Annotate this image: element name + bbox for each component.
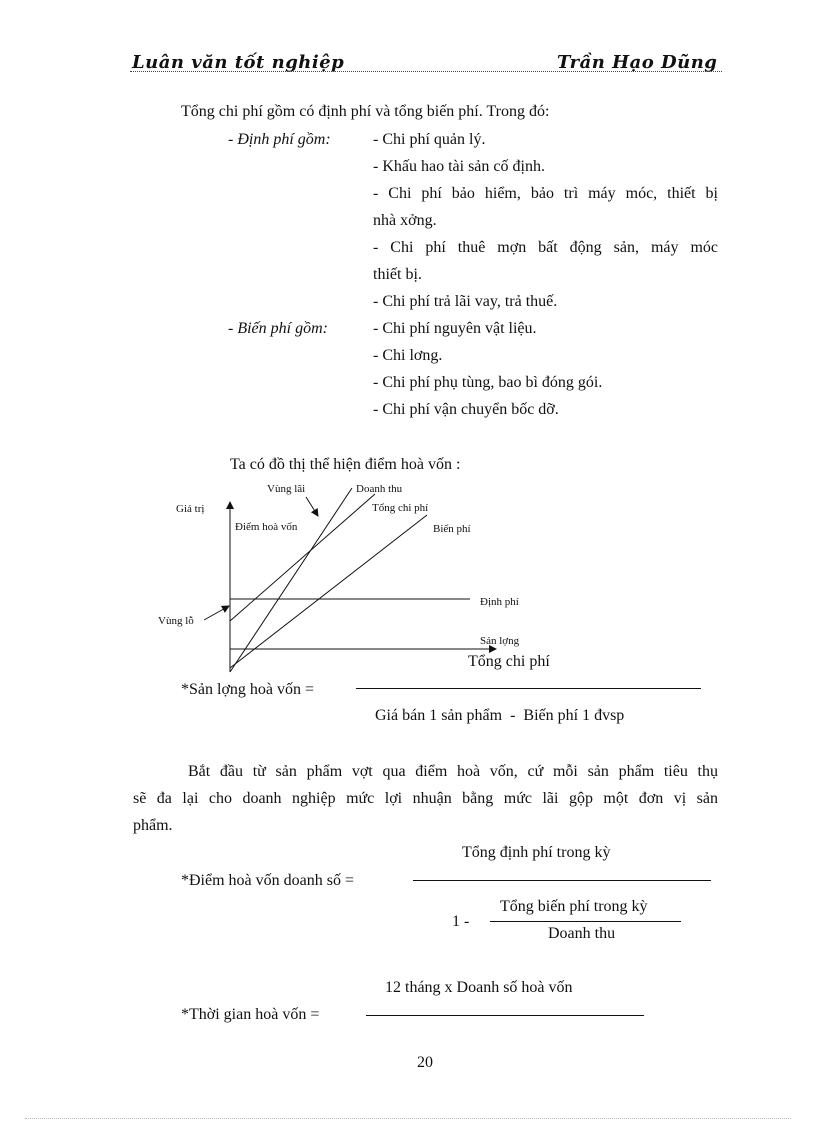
series-line-revenue [230,488,352,672]
series-label-total-cost: Tổng chi phí [372,502,429,514]
series-label-revenue: Doanh thu [356,483,403,495]
formula1-denominator: Giá bán 1 sản phẩm - Biến phí 1 đvsp [375,707,625,724]
breakeven-label: Điểm hoà vốn [235,521,298,533]
header-right: Trần Hạo Dũng [557,52,718,73]
header-rule [130,71,722,72]
formula2-lhs: *Điểm hoà vốn doanh số = [181,872,354,889]
series-label-fixed-cost: Định phí [480,596,519,608]
x-axis-label: Sản lợng [480,635,520,647]
formula3-numerator: 12 tháng x Doanh số hoà vốn [385,979,573,996]
series-line-variable-cost [230,515,427,668]
formula1-fraction-bar [356,688,701,689]
variable-cost-item: - Chi phí phụ tùng, bao bì đóng gói. [373,374,603,391]
fixed-costs-label: - Định phí gồm: [228,131,331,148]
y-axis-label: Giá trị [176,503,205,515]
formula2-numerator: Tổng định phí trong kỳ [462,844,611,861]
breakeven-chart [0,478,816,708]
formula1-lhs: *Sản lợng hoà vốn = [181,681,315,698]
formula2-fraction-bar [413,880,711,881]
page-number: 20 [417,1054,433,1071]
paragraph-line: phẩm. [133,817,173,834]
fixed-cost-item: - Chi phí trả lãi vay, trả thuế. [373,293,558,310]
profit-zone-label: Vùng lãi [267,483,306,495]
formula3-fraction-bar [366,1015,644,1016]
header-left: Luân văn tốt nghiệp [132,52,345,73]
variable-cost-item: - Chi lơng. [373,347,443,364]
fixed-cost-item: - Chi phí bảo hiểm, bảo trì máy móc, thiết bị [373,185,718,202]
formula3-lhs: *Thời gian hoà vốn = [181,1006,320,1023]
paragraph-line: sẽ đa lại cho doanh nghiệp mức lợi nhuận bằng mức lãi gộp một đơn vị sản [133,790,718,807]
fixed-cost-item: nhà xởng. [373,212,437,229]
fixed-cost-item: thiết bị. [373,266,422,283]
profit-zone-arrow [306,497,318,516]
fixed-cost-item: - Khấu hao tài sản cố định. [373,158,545,175]
paragraph-line: Bắt đầu từ sản phẩm vợt qua điểm hoà vốn, cứ mỗi sản phẩm tiêu thụ [188,763,718,780]
loss-zone-label: Vùng lỗ [158,615,194,627]
intro-text: Tổng chi phí gồm có định phí và tổng biến phí. Trong đó: [181,103,550,120]
variable-cost-item: - Chi phí nguyên vật liệu. [373,320,537,337]
variable-costs-label: - Biến phí gồm: [228,320,328,337]
footer-rule [25,1118,791,1119]
variable-cost-item: - Chi phí vận chuyển bốc dỡ. [373,401,559,418]
formula2-sub-fraction-bar [490,921,681,922]
formula1-numerator: Tổng chi phí [468,653,550,670]
chart-intro: Ta có đồ thị thể hiện điểm hoà vốn : [230,456,461,473]
series-line-total-cost [230,494,375,621]
series-label-variable-cost: Biến phí [433,523,471,535]
formula2-sub-denominator: Doanh thu [548,925,616,942]
fixed-cost-item: - Chi phí quản lý. [373,131,486,148]
formula2-denom-prefix: 1 - [452,913,470,930]
fixed-cost-item: - Chi phí thuê mợn bất động sản, máy móc [373,239,718,256]
loss-zone-arrow [204,606,229,620]
formula2-sub-numerator: Tổng biến phí trong kỳ [500,898,648,915]
